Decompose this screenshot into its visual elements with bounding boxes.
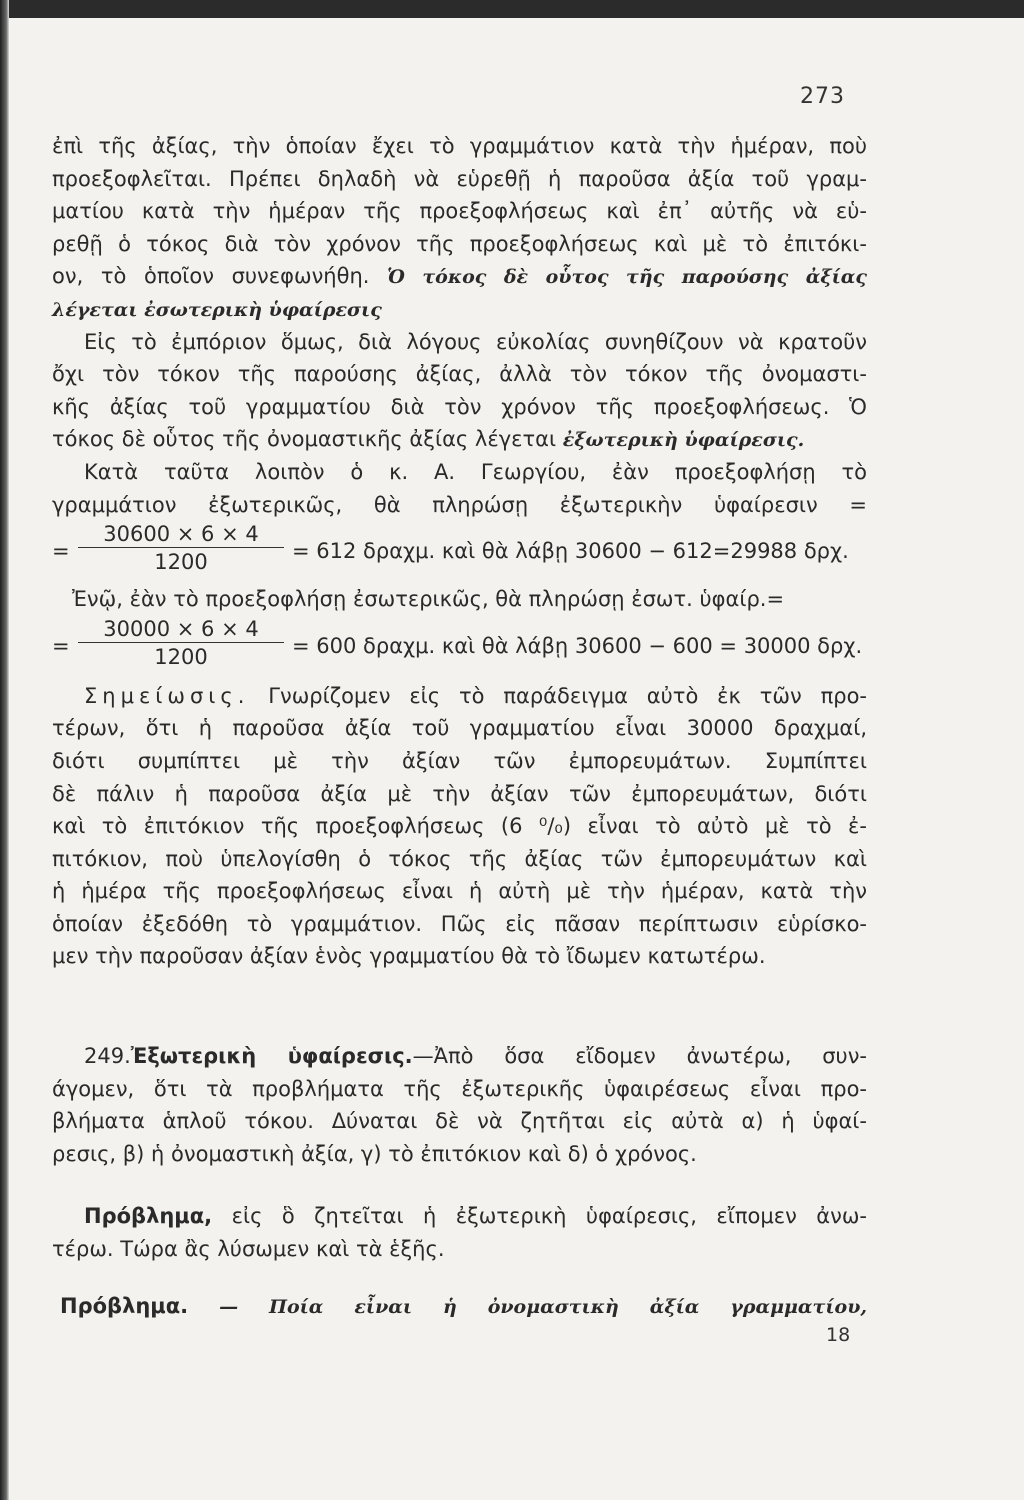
text-line <box>52 423 867 456</box>
text-span: —Ἀπὸ ὅσα εἴδομεν ἀνωτέρω, συν- <box>412 1044 868 1068</box>
term-internal-discount: λέγεται ἐσωτερικὴ ὑφαίρεσις <box>52 298 382 321</box>
fraction-numerator: 30600 × 6 × 4 <box>78 521 284 548</box>
text-line: μεν τὴν παροῦσαν ἀξίαν ἑνὸς γραμματίου θὰ τὸ ἴδωμεν κατωτέρω. <box>52 944 766 969</box>
fraction-numerator: 30000 × 6 × 4 <box>78 616 284 643</box>
term-external-discount: ἐξωτερικὴ ὑφαίρεσις. <box>562 429 805 452</box>
text-line: διότι συμπίπτει μὲ τὴν ἀξίαν τῶν ἐμπορευμάτων. Συμπίπτει <box>52 748 867 773</box>
text-line <box>52 260 867 293</box>
problem-question: — Ποία εἶναι ἡ ὀνομαστικὴ ἀξία γραμματίου, <box>188 1296 867 1318</box>
text-line: γραμμάτιον ἐξωτερικῶς, θὰ πληρώσῃ ἐξωτερικὴν ὑφαίρεσιν = <box>52 492 867 517</box>
paragraph-present-value <box>52 130 867 973</box>
equals-sign: = <box>52 633 70 658</box>
text-line: προεξοφλεῖται. Πρέπει δηλαδὴ νὰ εὑρεθῇ ἡ παροῦσα ἀξία τοῦ γραμ- <box>52 166 867 191</box>
text-span: εἰς ὃ ζητεῖται ἡ ἐξωτερικὴ ὑφαίρεσις, εἴπομεν ἀνω- <box>212 1204 867 1228</box>
scan-left-edge <box>0 0 9 1500</box>
scan-top-edge <box>0 0 1024 18</box>
signature-mark: 18 <box>826 1324 851 1346</box>
formula-result: = 600 δραχμ. καὶ θὰ λάβῃ 30600 − 600 = 30000 δρχ. <box>292 633 863 658</box>
italic-definition: Ὁ τόκος δὲ οὗτος τῆς παρούσης ἀξίας <box>387 266 867 289</box>
text-line <box>52 1040 867 1073</box>
text-line: ματίου κατὰ τὴν ἡμέραν τῆς προεξοφλήσεως καὶ ἐπ᾽ αὐτῆς νὰ εὑ- <box>52 199 867 224</box>
text-line: τέρω. Τώρα ἂς λύσωμεν καὶ τὰ ἑξῆς. <box>52 1236 445 1261</box>
text-span: τόκος δὲ οὗτος τῆς ὀνομαστικῆς ἀξίας λέγεται <box>52 427 563 452</box>
text-line: καὶ τὸ ἐπιτόκιον τῆς προεξοφλήσεως (6 ⁰/₀) εἶναι τὸ αὐτὸ μὲ τὸ ἐ- <box>52 814 867 839</box>
text-line: άγομεν, ὅτι τὰ προβλήματα τῆς ἐξωτερικῆς ὑφαιρέσεως εἶναι προ- <box>52 1076 867 1101</box>
problem-intro <box>52 1200 867 1265</box>
text-line: ὄχι τὸν τόκον τῆς παρούσης ἀξίας, ἀλλὰ τὸν τόκον τῆς ὀνομαστι- <box>52 362 867 387</box>
text-span: ον, τὸ ὁποῖον συνεφωνήθη. <box>52 264 388 289</box>
text-span: Γνωρίζομεν εἰς τὸ παράδειγμα αὐτὸ ἐκ τῶν προ- <box>249 683 867 708</box>
text-line: ρεθῇ ὁ τόκος διὰ τὸν χρόνον τῆς προεξοφλήσεως καὶ μὲ τὸ ἐπιτόκι- <box>52 231 867 256</box>
text-line <box>52 680 867 713</box>
fraction-denominator: 1200 <box>154 550 208 575</box>
text-line: ρεσις, β) ἡ ὀνομαστικὴ ἀξία, γ) τὸ ἐπιτόκιον καὶ δ) ὁ χρόνος. <box>52 1141 697 1166</box>
problem-label: Πρόβλημα, <box>84 1204 213 1228</box>
text-line: Ἐνῷ, ἐὰν τὸ προεξοφλήσῃ ἐσωτερικῶς, θὰ πληρώσῃ ἐσωτ. ὑφαίρ.= <box>72 587 785 612</box>
text-line <box>52 1290 867 1323</box>
problem-statement <box>52 1290 867 1323</box>
text-line: βλήματα ἁπλοῦ τόκου. Δύναται δὲ νὰ ζητῆται εἰς αὐτὰ α) ἡ ὑφαί- <box>52 1109 867 1134</box>
fraction-denominator: 1200 <box>154 644 208 669</box>
text-line: τέρων, ὅτι ἡ παροῦσα ἀξία τοῦ γραμματίου εἶναι 30000 δραχμαί, <box>52 716 867 741</box>
section-number: 249. <box>84 1044 131 1068</box>
page-number: 273 <box>800 84 845 109</box>
text-line: ὁποίαν ἐξεδόθη τὸ γραμμάτιον. Πῶς εἰς πᾶσαν περίπτωσιν εὑρίσκο- <box>52 911 867 936</box>
text-line: ἐπὶ τῆς ἀξίας, τὴν ὁποίαν ἔχει τὸ γραμμάτιον κατὰ τὴν ἡμέραν, ποὺ <box>52 134 867 158</box>
text-line: ἡ ἡμέρα τῆς προεξοφλήσεως εἶναι ἡ αὐτὴ μὲ τὴν ἡμέραν, κατὰ τὴν <box>52 879 867 904</box>
note-heading: Σημείωσις. <box>84 683 250 708</box>
formula-result: = 612 δραχμ. καὶ θὰ λάβῃ 30600 − 612=29988 δρχ. <box>292 539 849 564</box>
text-line <box>52 293 867 326</box>
text-line: κῆς ἀξίας τοῦ γραμματίου διὰ τὸν χρόνον τῆς προεξοφλήσεως. Ὁ <box>52 394 867 419</box>
section-title: Ἐξωτερικὴ ὑφαίρεσις. <box>130 1044 413 1068</box>
equals-sign: = <box>52 539 70 564</box>
text-line <box>52 1200 867 1233</box>
formula-internal <box>52 616 867 678</box>
text-line: δὲ πάλιν ἡ παροῦσα ἀξία μὲ τὴν ἀξίαν τῶν ἐμπορευμάτων, διότι <box>52 781 867 806</box>
text-line: πιτόκιον, ποὺ ὑπελογίσθη ὁ τόκος τῆς ἀξίας τῶν ἐμπορευμάτων καὶ <box>52 846 867 871</box>
text-line: Κατὰ ταῦτα λοιπὸν ὁ κ. Α. Γεωργίου, ἐὰν προεξοφλήσῃ τὸ <box>84 459 867 484</box>
text-line: Εἰς τὸ ἐμπόριον ὅμως, διὰ λόγους εὐκολίας συνηθίζουν νὰ κρατοῦν <box>84 329 867 354</box>
problem-heading: Πρόβλημα. <box>60 1294 189 1318</box>
section-249 <box>52 1040 867 1170</box>
formula-external <box>52 521 867 583</box>
